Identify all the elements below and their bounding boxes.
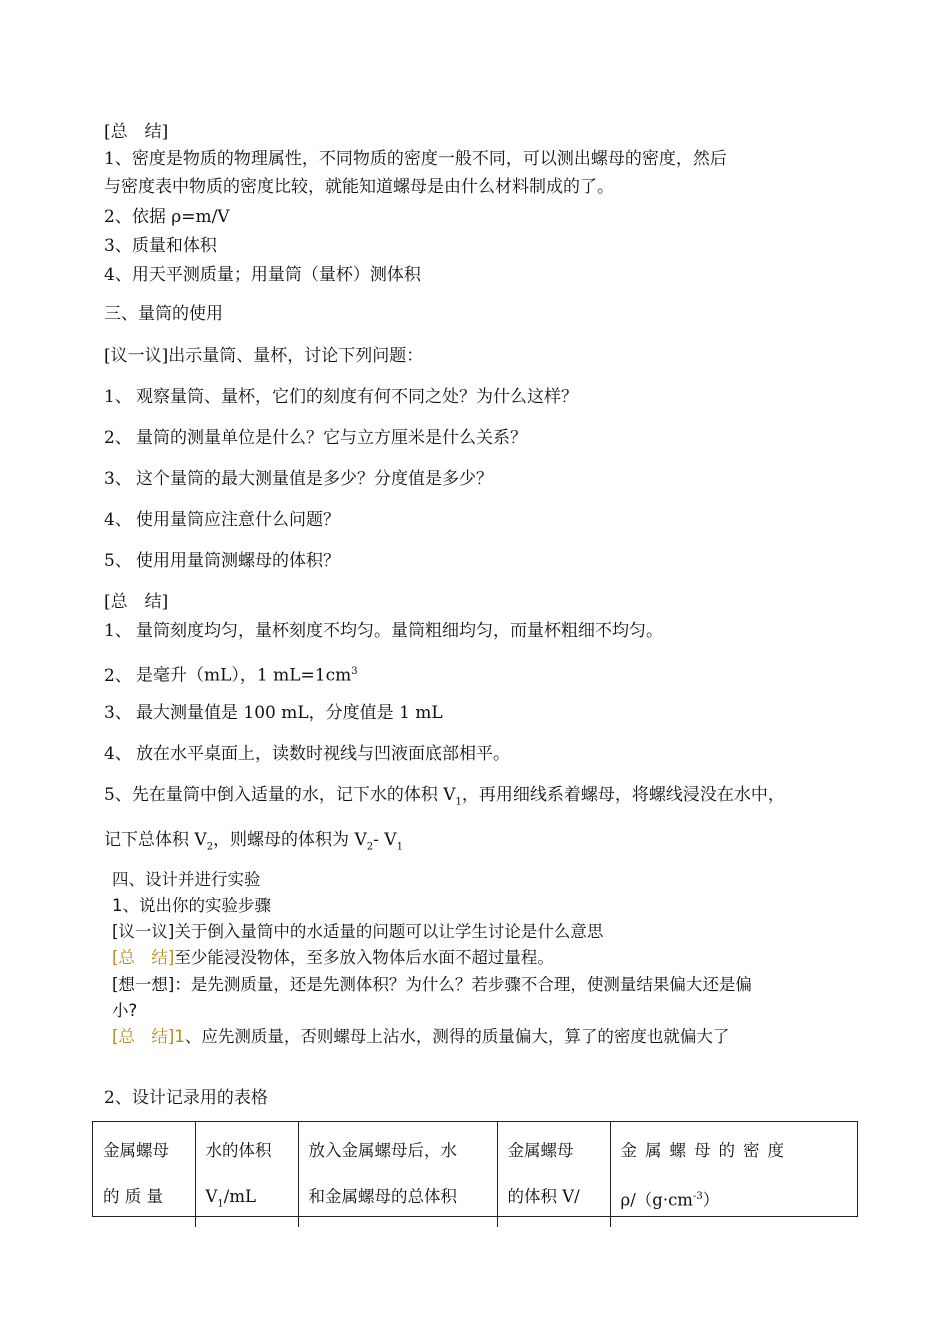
- section-4-think-cont: 小?: [112, 1001, 138, 1020]
- discuss-prompt: [议一议]出示量筒、量杯，讨论下列问题：: [104, 346, 424, 366]
- question-number: 2、: [104, 428, 132, 448]
- cell-line: 的 质 量: [103, 1187, 163, 1206]
- question-3: [104, 467, 493, 491]
- answer-5-line1: [104, 783, 785, 814]
- question-text: 量筒的测量单位是什么？它与立方厘米是什么关系？: [136, 428, 527, 448]
- summary-2-num: 1: [174, 1027, 185, 1046]
- answer-number: 2、: [104, 665, 132, 686]
- answer-4: [104, 742, 510, 766]
- header-cell-water-volume: [195, 1122, 298, 1227]
- summary-item-3: 3、质量和体积: [104, 236, 217, 256]
- subscript: 1: [217, 1198, 224, 1210]
- cell-text: ρ/（g·cm: [620, 1190, 693, 1210]
- answer-5-line2: [104, 828, 403, 859]
- answer-number: 1、: [104, 621, 132, 641]
- question-number: 5、: [104, 551, 132, 571]
- question-text: 这个量筒的最大测量值是多少？分度值是多少？: [136, 469, 493, 489]
- summary-2-tag: [总 结]: [112, 1027, 175, 1046]
- cell-line: 金属螺母: [103, 1141, 169, 1160]
- section-4-think: [112, 973, 752, 997]
- section-4-discuss: [112, 920, 603, 944]
- question-number: 1、: [104, 387, 132, 407]
- cell-line: 水的体积: [205, 1141, 272, 1160]
- summary-item-1-line2: 与密度表中物质的密度比较，就能知道螺母是由什么材料制成的了。: [104, 177, 614, 197]
- header-cell-nut-mass: [93, 1122, 195, 1227]
- section-3-title: 三、量筒的使用: [104, 304, 223, 324]
- record-table: [92, 1121, 858, 1217]
- summary-heading: [总 结]: [104, 122, 169, 142]
- subscript: 1: [455, 796, 462, 808]
- question-number: 3、: [104, 469, 132, 489]
- section-4-summary: [112, 946, 554, 970]
- summary-tag: [总 结]: [112, 948, 175, 967]
- subscript: 2: [206, 841, 214, 853]
- step-1: 1、说出你的实验步骤: [112, 896, 271, 915]
- table-section-title: 2、设计记录用的表格: [104, 1088, 268, 1108]
- summary-2-heading: [总 结]: [104, 592, 169, 612]
- answer-5-text-a: 5、先在量筒中倒入适量的水，记下水的体积 V: [104, 785, 456, 805]
- answer-1: [104, 619, 663, 643]
- question-2: [104, 426, 527, 450]
- question-text: 观察量筒、量杯，它们的刻度有何不同之处？为什么这样？: [136, 387, 578, 407]
- subscript: 2: [366, 841, 374, 853]
- header-cell-total-volume: [298, 1122, 497, 1227]
- subscript: 1: [396, 841, 403, 853]
- answer-number: 4、: [104, 744, 132, 764]
- header-cell-nut-density: [610, 1122, 857, 1227]
- summary-text: 至少能浸没物体，至多放入物体后水面不超过量程。: [174, 948, 554, 967]
- cell-text: ）: [702, 1190, 720, 1210]
- superscript: -3: [692, 1191, 703, 1202]
- cell-line: 金属螺母的密度: [620, 1141, 792, 1160]
- summary-item-2: 2、依据 ρ=m/V: [104, 207, 230, 227]
- answer-3: [104, 701, 443, 725]
- table-header-row: [93, 1122, 857, 1227]
- cell-text: /mL: [223, 1187, 256, 1206]
- answer-5-text-c: 记下总体积 V: [104, 830, 207, 850]
- question-5: [104, 549, 340, 573]
- answer-5-text-e: - V: [373, 830, 397, 850]
- superscript: 3: [351, 666, 358, 677]
- cell-line: 和金属螺母的总体积: [308, 1187, 457, 1206]
- cell-line: 放入金属螺母后，水: [308, 1141, 457, 1160]
- header-cell-nut-volume: [497, 1122, 610, 1227]
- question-4: [104, 508, 340, 532]
- answer-text: 最大测量值是 100 mL，分度值是 1 mL: [136, 703, 443, 723]
- answer-5-text-d: ，则螺母的体积为 V: [213, 830, 367, 850]
- discuss-text: 关于倒入量筒中的水适量的问题可以让学生讨论是什么意思: [174, 922, 604, 941]
- cell-text: V: [205, 1187, 218, 1206]
- answer-text: 放在水平桌面上，读数时视线与凹液面底部相平。: [136, 744, 510, 764]
- section-4-summary-2: [112, 1025, 729, 1049]
- summary-item-1-line1: 1、密度是物质的物理属性，不同物质的密度一般不同，可以测出螺母的密度，然后: [104, 149, 727, 169]
- think-tag: [想一想]: [112, 975, 175, 994]
- think-text: ：是先测质量，还是先测体积？为什么？若步骤不合理，使测量结果偏大还是偏: [174, 975, 752, 994]
- section-4-title: 四、设计并进行实验: [112, 870, 261, 889]
- question-1: [104, 385, 578, 409]
- answer-text: 量筒刻度均匀，量杯刻度不均匀。量筒粗细均匀，而量杯粗细不均匀。: [136, 621, 663, 641]
- cell-line: [621, 1174, 850, 1224]
- summary-item-4: 4、用天平测质量；用量筒（量杯）测体积: [104, 265, 421, 285]
- answer-number: 3、: [104, 703, 132, 723]
- question-text: 使用用量筒测螺母的体积？: [136, 551, 340, 571]
- cell-line: 金属螺母: [507, 1141, 574, 1160]
- answer-text: 是毫升（mL），1 mL=1cm: [136, 665, 352, 686]
- cell-line: [206, 1174, 290, 1227]
- answer-5-text-b: ，再用细线系着螺母，将螺线浸没在水中，: [461, 785, 785, 805]
- discuss-tag: [议一议]: [112, 922, 175, 941]
- answer-2: [104, 660, 358, 688]
- summary-2-text: 、应先测质量，否则螺母上沾水，测得的质量偏大，算了的密度也就偏大了: [184, 1027, 730, 1046]
- cell-line: 的体积 V/: [507, 1187, 580, 1206]
- question-text: 使用量筒应注意什么问题？: [136, 510, 340, 530]
- question-number: 4、: [104, 510, 132, 530]
